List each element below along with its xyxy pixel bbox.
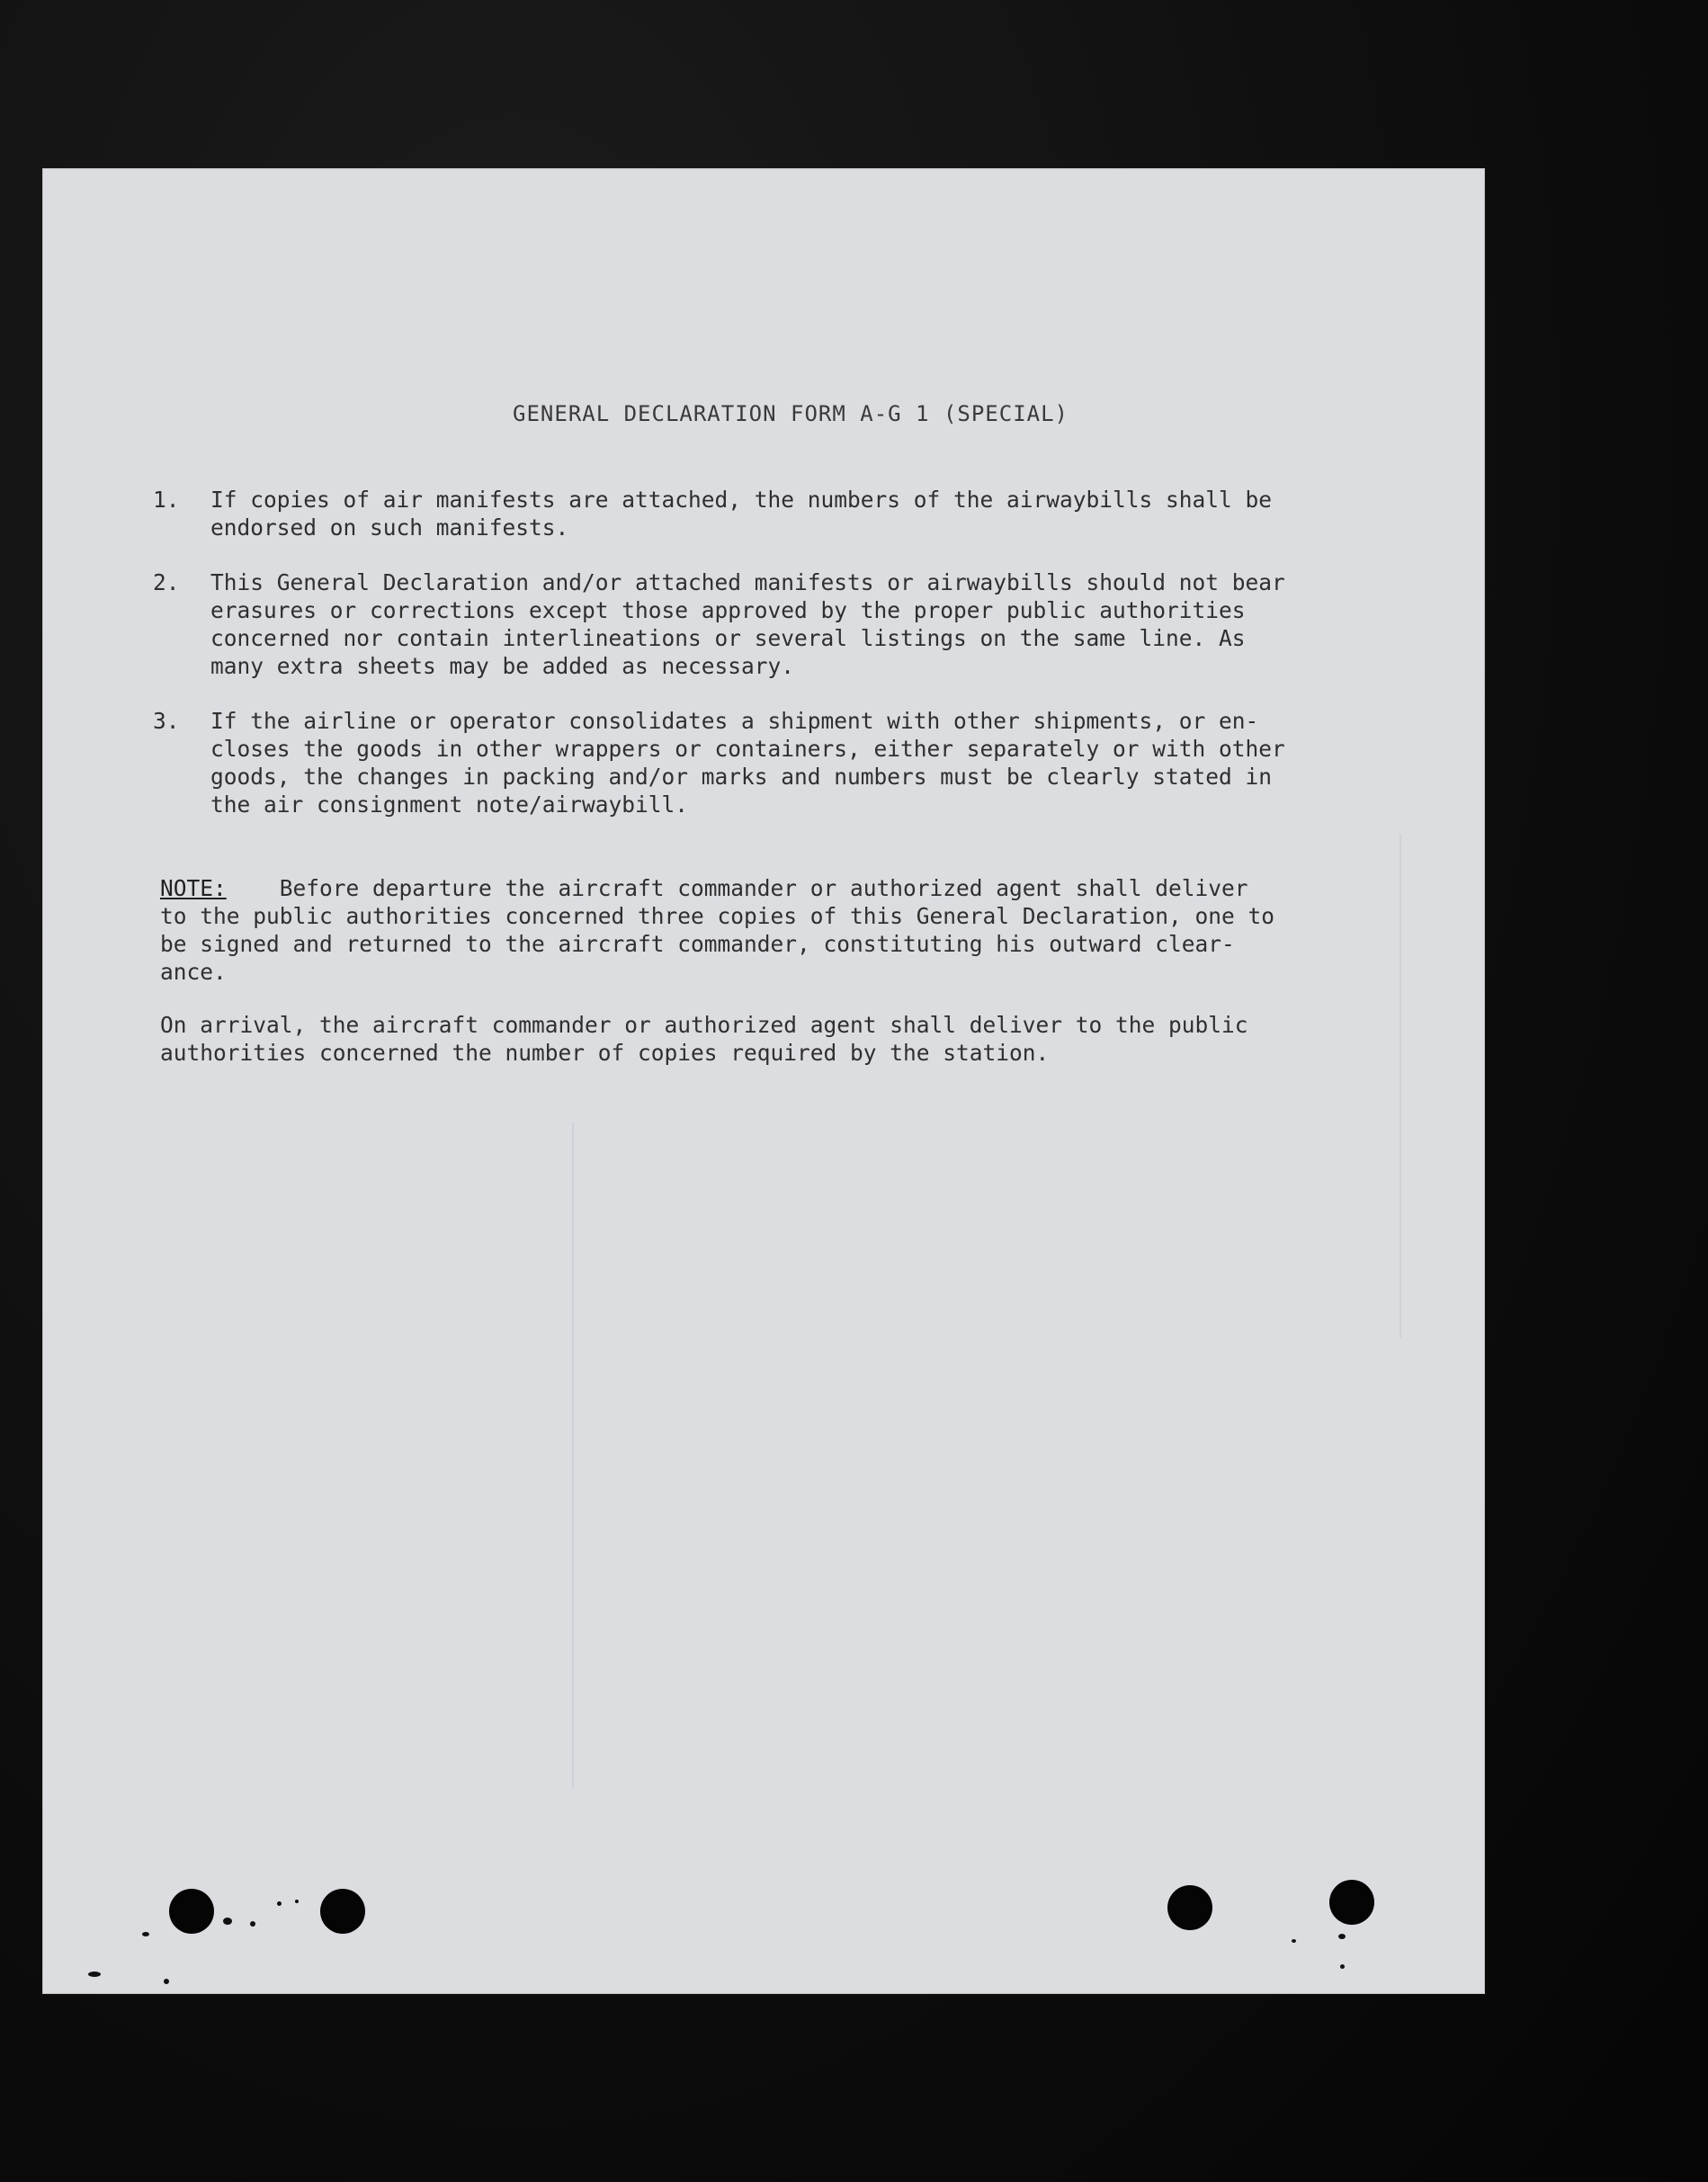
document-title: GENERAL DECLARATION FORM A-G 1 (SPECIAL) <box>513 401 1069 426</box>
bleed-through-mark <box>1399 835 1401 1338</box>
list-item-number: 3. <box>153 708 180 734</box>
list-item-number: 1. <box>153 487 180 513</box>
text-line: closes the goods in other wrappers or containers, either separately or with other <box>210 736 1285 762</box>
text-line: goods, the changes in packing and/or marks and numbers must be clearly stated in <box>210 764 1273 790</box>
text-line: be signed and returned to the aircraft commander, constituting his outward clear- <box>160 931 1235 957</box>
note-label: NOTE: <box>160 875 227 901</box>
note-text: Before departure the aircraft commander or authorized agent shall deliver <box>279 875 1248 901</box>
note-first-line <box>160 874 1383 902</box>
text-line: the air consignment note/airwaybill. <box>210 791 689 818</box>
speck <box>88 1972 101 1977</box>
text-line: ance. <box>160 959 227 985</box>
list-item <box>153 707 1385 818</box>
bleed-through-mark <box>572 1122 574 1788</box>
list-item <box>153 568 1385 680</box>
note-paragraph <box>160 874 1383 986</box>
text-line: to the public authorities concerned three copies of this General Declaration, one to <box>160 903 1275 929</box>
speck <box>223 1918 232 1925</box>
speck <box>1292 1939 1296 1943</box>
list-item <box>153 486 1385 541</box>
text-line: erasures or corrections except those approved by the proper public authorities <box>210 597 1246 623</box>
document-page <box>43 169 1484 1993</box>
text-line: concerned nor contain interlineations or several listings on the same line. As <box>210 625 1246 651</box>
speck <box>1338 1934 1346 1939</box>
text-line: If copies of air manifests are attached, the numbers of the airwaybills shall be <box>210 487 1273 513</box>
arrival-paragraph <box>160 1011 1383 1067</box>
punch-hole <box>1329 1880 1374 1925</box>
punch-hole <box>1167 1885 1212 1930</box>
text-line: If the airline or operator consolidates a shipment with other shipments, or en- <box>210 708 1259 734</box>
speck <box>277 1901 282 1906</box>
text-line: This General Declaration and/or attached manifests or airwaybills should not bear <box>210 569 1285 595</box>
punch-hole <box>169 1889 214 1934</box>
list-item-text <box>210 707 1385 818</box>
speck <box>142 1932 149 1936</box>
list-item-number: 2. <box>153 569 180 595</box>
speck <box>250 1921 255 1927</box>
text-line: authorities concerned the number of copies required by the station. <box>160 1040 1050 1066</box>
text-line: On arrival, the aircraft commander or authorized agent shall deliver to the public <box>160 1012 1248 1038</box>
list-item-text <box>210 568 1385 680</box>
punch-hole <box>320 1889 365 1934</box>
speck <box>164 1979 169 1984</box>
list-item-text <box>210 486 1385 541</box>
speck <box>1340 1964 1345 1969</box>
text-line: endorsed on such manifests. <box>210 514 569 541</box>
text-line: many extra sheets may be added as necessary. <box>210 653 795 679</box>
speck <box>295 1900 299 1903</box>
